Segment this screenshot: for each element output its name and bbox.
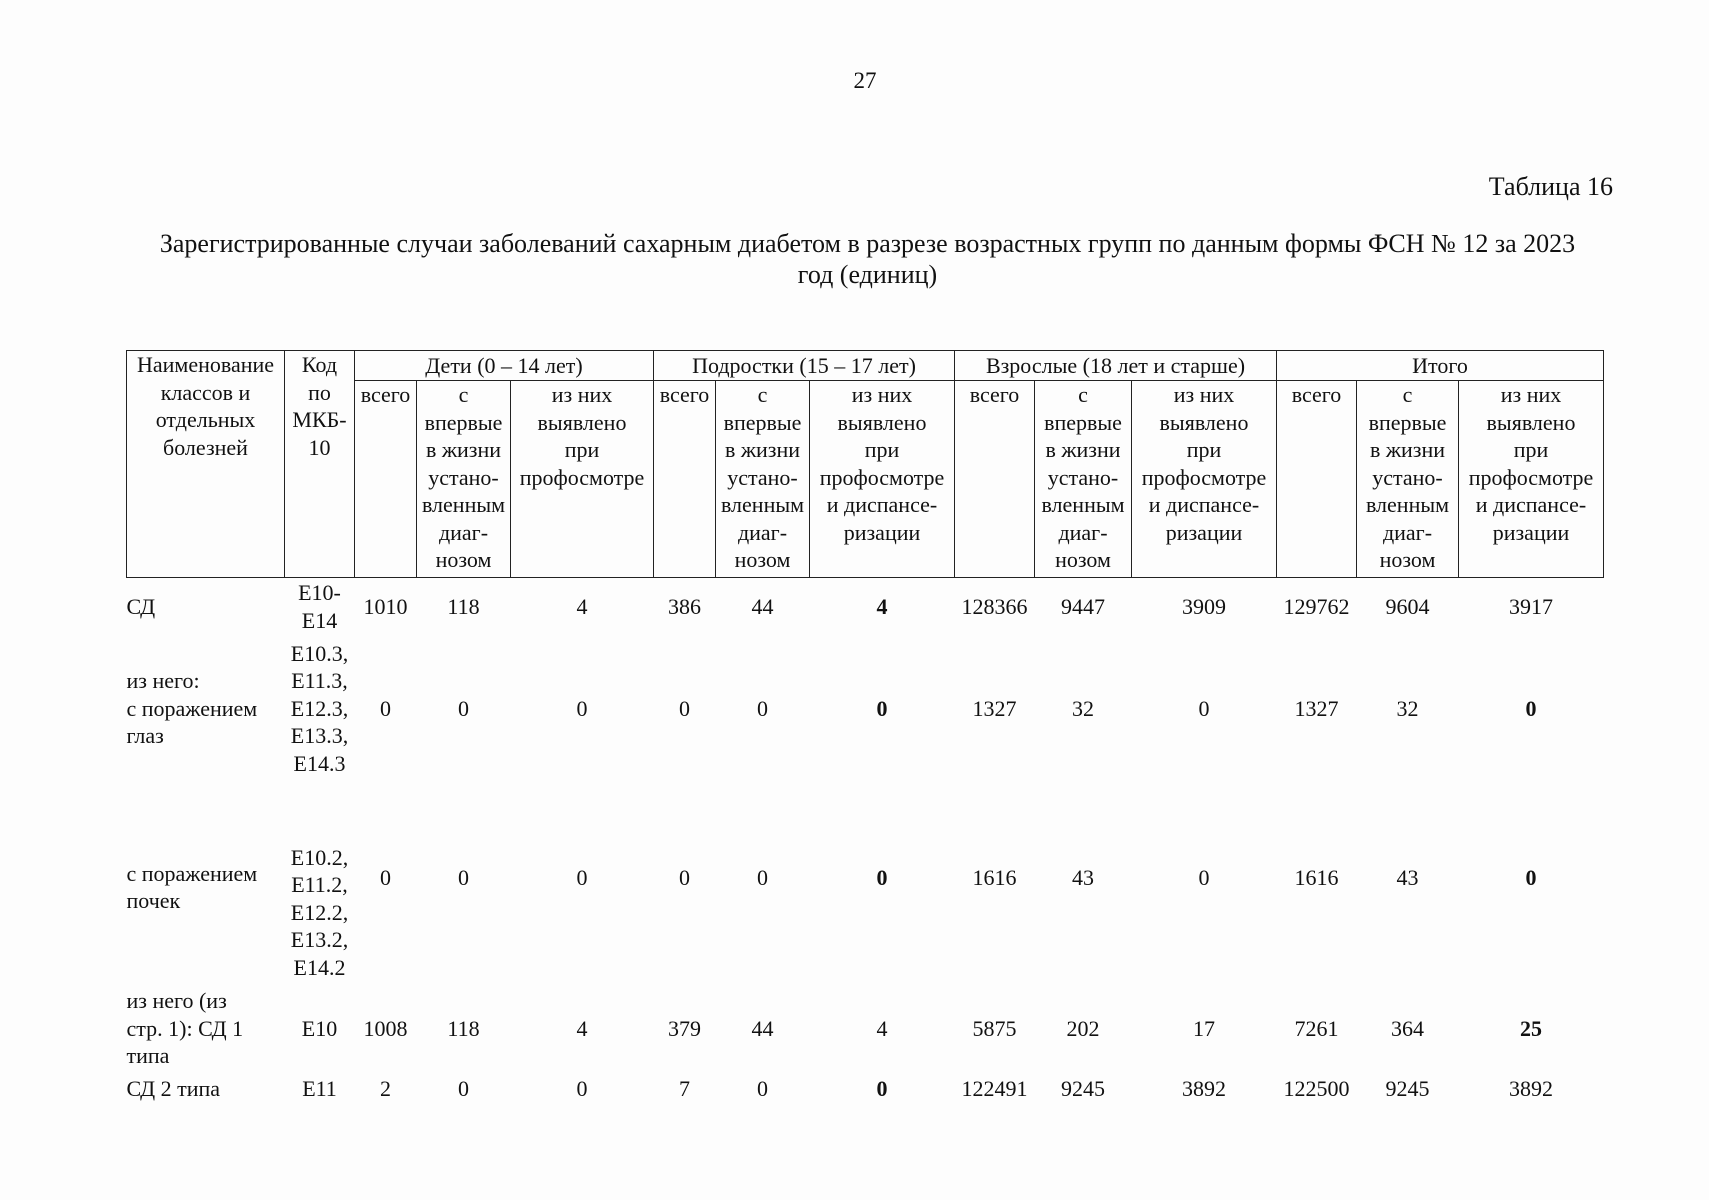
cell-value: 44 bbox=[751, 1015, 774, 1041]
diabetes-cases-table bbox=[126, 350, 1604, 1106]
cell-value: 3892 bbox=[1509, 1075, 1553, 1101]
row-name: СД 2 типа bbox=[126, 1075, 221, 1101]
cell-value: 7261 bbox=[1294, 1015, 1339, 1041]
row-code: E10.3, E11.3, E12.3, E13.3, E14.3 bbox=[290, 640, 349, 776]
cell-value: 1010 bbox=[363, 594, 408, 619]
cell-value: 25 bbox=[1520, 1015, 1542, 1041]
cell-value: 4 bbox=[576, 594, 588, 619]
page-number: 27 bbox=[853, 68, 877, 93]
row-code: E10.2, E11.2, E12.2, E13.2, E14.2 bbox=[290, 844, 349, 980]
header-group-adults: Взрослые (18 лет и старше) bbox=[955, 351, 1277, 381]
cell-value: 32 bbox=[1072, 695, 1094, 721]
cell-value: 0 bbox=[876, 864, 888, 890]
header-name: Наименование классов и отдельных болезней bbox=[127, 351, 285, 578]
cell-value: 0 bbox=[458, 695, 469, 721]
header-total-total: всего bbox=[1277, 381, 1357, 578]
header-teens-first-time: с впервые в жизни устано- вленным диаг- нозом bbox=[716, 381, 810, 578]
header-total-detected: из них выявлено при профосмотре и диспансе- ризации bbox=[1459, 381, 1604, 578]
cell-value: 122500 bbox=[1283, 1075, 1350, 1101]
header-teens-total: всего bbox=[654, 381, 716, 578]
cell-value: 17 bbox=[1193, 1015, 1215, 1041]
header-group-teens: Подростки (15 – 17 лет) bbox=[654, 351, 955, 381]
row-code: E10- E14 bbox=[298, 580, 341, 633]
table-row bbox=[127, 840, 1604, 986]
cell-value: 0 bbox=[679, 695, 690, 721]
header-total-first-time: с впервые в жизни устано- вленным диаг- нозом bbox=[1357, 381, 1459, 578]
cell-value: 386 bbox=[668, 594, 701, 619]
cell-value: 0 bbox=[876, 695, 888, 721]
cell-value: 0 bbox=[458, 864, 469, 890]
cell-value: 0 bbox=[1525, 695, 1537, 721]
cell-value: 32 bbox=[1396, 695, 1419, 721]
cell-value: 118 bbox=[447, 1015, 480, 1041]
cell-value: 129762 bbox=[1283, 594, 1350, 619]
cell-value: 43 bbox=[1396, 864, 1419, 890]
cell-value: 1616 bbox=[972, 864, 1017, 890]
cell-value: 7 bbox=[679, 1075, 690, 1101]
cell-value: 0 bbox=[757, 695, 768, 721]
cell-value: 1327 bbox=[1294, 695, 1339, 721]
cell-value: 0 bbox=[757, 864, 768, 890]
cell-value: 43 bbox=[1072, 864, 1094, 890]
cell-value: 0 bbox=[1525, 864, 1537, 890]
row-spacer bbox=[127, 782, 1604, 840]
cell-value: 1616 bbox=[1294, 864, 1339, 890]
cell-value: 0 bbox=[576, 864, 588, 890]
cell-value: 379 bbox=[668, 1015, 701, 1041]
header-group-children: Дети (0 – 14 лет) bbox=[355, 351, 654, 381]
cell-value: 0 bbox=[380, 695, 391, 721]
cell-value: 1008 bbox=[363, 1015, 408, 1041]
cell-value: 118 bbox=[447, 594, 480, 619]
header-children-detected: из них выявлено при профосмотре bbox=[511, 381, 654, 578]
cell-value: 0 bbox=[576, 695, 588, 721]
table-row bbox=[127, 1072, 1604, 1106]
row-code: E10 bbox=[301, 1015, 338, 1041]
table-row bbox=[127, 578, 1604, 636]
header-adults-total: всего bbox=[955, 381, 1035, 578]
cell-value: 4 bbox=[576, 1015, 588, 1041]
header-teens-detected: из них выявлено при профосмотре и диспансе- ризации bbox=[810, 381, 955, 578]
row-code: E11 bbox=[302, 1075, 337, 1101]
cell-value: 5875 bbox=[972, 1015, 1017, 1041]
cell-value: 9447 bbox=[1061, 594, 1105, 619]
cell-value: 202 bbox=[1066, 1015, 1100, 1041]
row-name: СД bbox=[126, 594, 156, 619]
header-adults-detected: из них выявлено при профосмотре и диспансе- ризации bbox=[1132, 381, 1277, 578]
cell-value: 2 bbox=[380, 1075, 391, 1101]
header-adults-first-time: с впервые в жизни устано- вленным диаг- нозом bbox=[1035, 381, 1132, 578]
cell-value: 1327 bbox=[972, 695, 1017, 721]
table-row bbox=[127, 986, 1604, 1072]
cell-value: 3892 bbox=[1182, 1075, 1226, 1101]
table-row bbox=[127, 636, 1604, 782]
cell-value: 0 bbox=[757, 1075, 768, 1101]
cell-value: 3917 bbox=[1509, 594, 1553, 619]
header-children-first-time: с впервые в жизни устано- вленным диаг- нозом bbox=[417, 381, 511, 578]
document-title: Зарегистрированные случаи заболеваний сахарным диабетом в разрезе возрастных групп по данным формы ФСН № 12 за 2023 год (единиц) bbox=[159, 229, 1576, 289]
table-label: Таблица 16 bbox=[1488, 172, 1613, 201]
cell-value: 0 bbox=[876, 1075, 888, 1101]
row-name: с поражением почек bbox=[126, 860, 258, 913]
cell-value: 0 bbox=[679, 864, 690, 890]
header-children-total: всего bbox=[355, 381, 417, 578]
row-name: из него (из стр. 1): СД 1 типа bbox=[126, 988, 244, 1069]
cell-value: 9604 bbox=[1385, 594, 1430, 619]
row-name: из него: с поражением глаз bbox=[126, 668, 258, 749]
cell-value: 0 bbox=[458, 1075, 469, 1101]
cell-value: 44 bbox=[751, 594, 774, 619]
cell-value: 0 bbox=[576, 1075, 588, 1101]
cell-value: 4 bbox=[876, 594, 888, 619]
header-code: Код по МКБ- 10 bbox=[285, 351, 355, 578]
cell-value: 3909 bbox=[1182, 594, 1226, 619]
cell-value: 0 bbox=[1198, 695, 1210, 721]
cell-value: 9245 bbox=[1385, 1075, 1430, 1101]
cell-value: 128366 bbox=[961, 594, 1028, 619]
cell-value: 0 bbox=[380, 864, 391, 890]
header-group-total: Итого bbox=[1277, 351, 1604, 381]
cell-value: 0 bbox=[1198, 864, 1210, 890]
cell-value: 9245 bbox=[1061, 1075, 1105, 1101]
cell-value: 122491 bbox=[961, 1075, 1028, 1101]
cell-value: 364 bbox=[1391, 1015, 1424, 1041]
cell-value: 4 bbox=[876, 1015, 888, 1041]
